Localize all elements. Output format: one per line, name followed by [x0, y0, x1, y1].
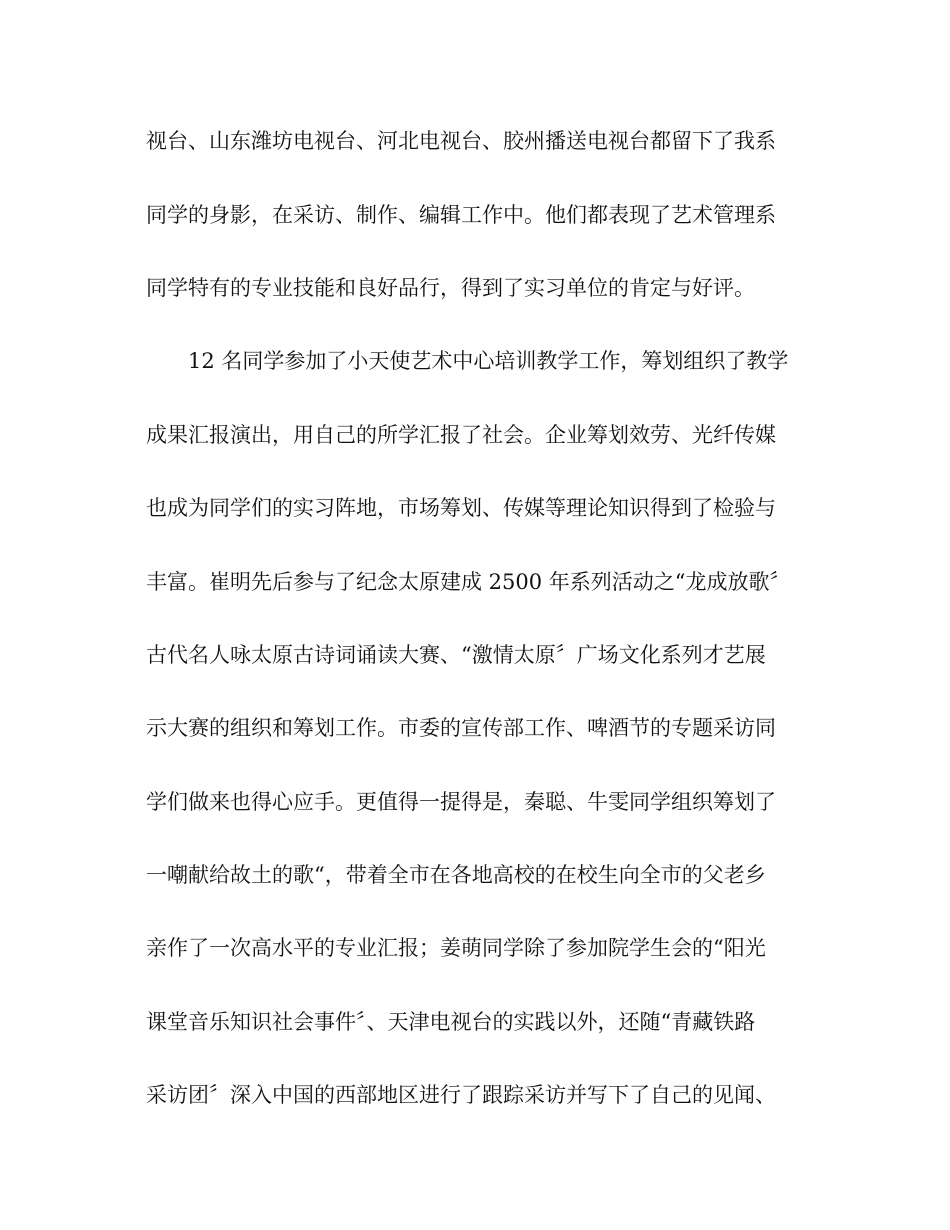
text-line-2: 同学的身影，在采访、制作、编辑工作中。他们都表现了艺术管理系 [146, 203, 776, 227]
text-line-7: 丰富。崔明先后参与了纪念太原建成 2500 年系列活动之“龙成放歌〞 [146, 570, 791, 594]
text-line-5: 成果汇报演出，用自己的所学汇报了社会。企业筹划效劳、光纤传媒 [146, 423, 776, 447]
text-line-1: 视台、山东潍坊电视台、河北电视台、胶州播送电视台都留下了我系 [146, 129, 776, 153]
text-line-4: 12 名同学参加了小天使艺术中心培训教学工作，筹划组织了教学 [188, 349, 789, 373]
text-line-6: 也成为同学们的实习阵地，市场筹划、传媒等理论知识得到了检验与 [146, 496, 776, 520]
text-line-13: 课堂音乐知识社会事件〞、天津电视台的实践以外，还随“青藏铁路 [146, 1010, 756, 1034]
text-line-12: 亲作了一次高水平的专业汇报；姜萌同学除了参加院学生会的“阳光 [146, 936, 766, 960]
text-line-11: 一嘲献给故土的歌“，带着全市在各地高校的在校生向全市的父老乡 [146, 863, 766, 887]
text-line-8: 古代名人咏太原古诗词诵读大赛、“激情太原〞广场文化系列才艺展 [146, 643, 766, 667]
text-line-10: 学们做来也得心应手。更值得一提得是，秦聪、牛雯同学组织筹划了 [146, 790, 776, 814]
text-line-14: 采访团〞深入中国的西部地区进行了跟踪采访并写下了自己的见闻、 [146, 1083, 776, 1107]
text-line-3: 同学特有的专业技能和良好品行，得到了实习单位的肯定与好评。 [146, 276, 755, 300]
text-line-9: 示大赛的组织和筹划工作。市委的宣传部工作、啤酒节的专题采访同 [146, 716, 776, 740]
